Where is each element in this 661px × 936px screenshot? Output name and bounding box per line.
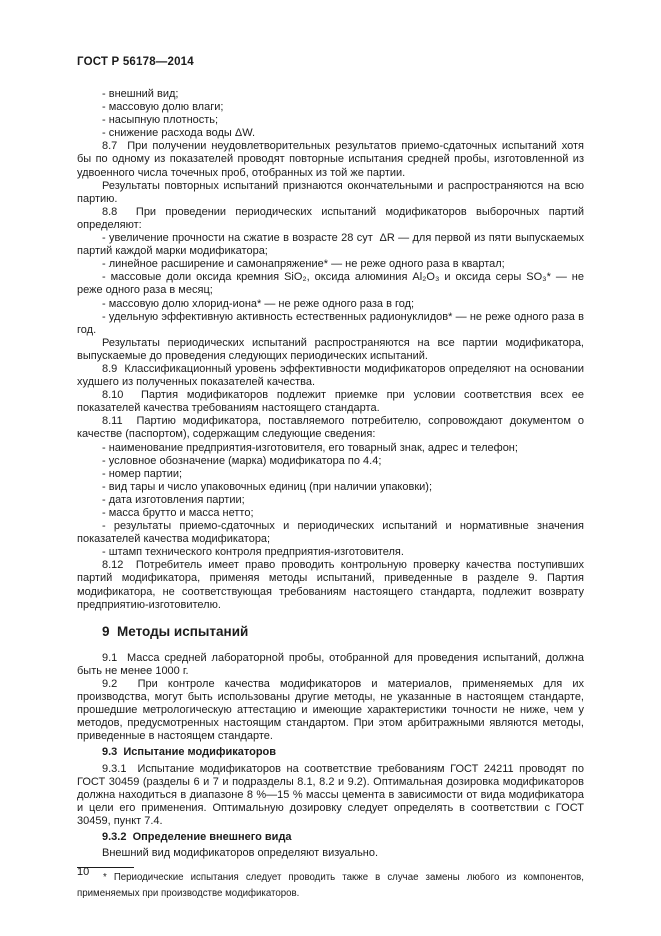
- subsection-heading: 9.3.2 Определение внешнего вида: [102, 830, 292, 843]
- list-item: - масса брутто и масса нетто;: [102, 507, 254, 519]
- list-item: - штамп технического контроля предприятия-изготовителя.: [102, 546, 404, 559]
- list-item: - условное обозначение (марка) модификатора по 4.4;: [102, 454, 382, 467]
- paragraph: Результаты периодических испытаний распространяются на все партии модификатора, выпускаемые до проведения следующих периодических испытаний.: [77, 336, 584, 362]
- footnote-text: * Периодические испытания следует проводить также в случае замены любого из компонентов, применяемых при производстве модификаторов.: [77, 872, 584, 899]
- paragraph: 9.2 При контроле качества модификаторов и материалов, применяемых для их производства, могут быть использованы другие методы, не указанные в настоящем стандарте, прошедшие метрологическую аттестацию и имеющие характеристики точности не ниже, чем у методов, предусмотренных настоящим стандартом. При этом арбитражными являются методы, приведенные в настоящем стандарте.: [77, 677, 584, 743]
- document-header: ГОСТ Р 56178—2014: [77, 56, 194, 68]
- list-item: - массовые доли оксида кремния SiO₂, оксида алюминия Al₂O₃ и оксида серы SO₃* — не реже одного раза в месяц;: [77, 271, 584, 297]
- paragraph: Внешний вид модификаторов определяют визуально.: [102, 847, 379, 860]
- list-item: - насыпную плотность;: [102, 114, 219, 127]
- paragraph: 9.3.1 Испытание модификаторов на соответствие требованиям ГОСТ 24211 проводят по ГОСТ 30459 (разделы 6 и 7 и подразделы 8.1, 8.2 и 9.2). Оптимальная дозировка модификаторов должна находиться в диапазоне 8 %—15 % массы цемента в зависимости от вида модификатора и цели его применения. Оптимальную дозировку следует определять в соответствии с ГОСТ 30459, пункт 7.4.: [77, 762, 584, 827]
- paragraph: 8.7 При получении неудовлетворительных результатов приемо-сдаточных испытаний хотя бы по одному из показателей проводят повторные испытания средней пробы, изготовленной из удвоенного числа точечных проб, отобранных из той же партии.: [77, 140, 584, 179]
- document-body: [77, 88, 584, 860]
- paragraph: Результаты повторных испытаний признаются окончательными и распространяются на всю партию.: [77, 179, 584, 205]
- subsection-heading: 9.3 Испытание модификаторов: [102, 746, 277, 759]
- list-item: - внешний вид;: [102, 88, 179, 100]
- list-item: - увеличение прочности на сжатие в возрасте 28 сут ΔR — для первой из пяти выпускаемых партий каждой марки модификатора;: [77, 232, 584, 258]
- list-item: - линейное расширение и самонапряжение* — не реже одного раза в квартал;: [102, 258, 505, 271]
- list-item: - дата изготовления партии;: [102, 493, 245, 506]
- paragraph: 9.1 Масса средней лабораторной пробы, отобранной для проведения испытаний, должна быть не менее 1000 г.: [77, 651, 584, 677]
- list-item: - удельную эффективную активность естественных радионуклидов* — не реже одного раза в год.: [77, 310, 584, 336]
- list-item: - номер партии;: [102, 467, 183, 480]
- list-item: - наименование предприятия-изготовителя, его товарный знак, адрес и телефон;: [102, 441, 518, 454]
- paragraph: 8.9 Классификационный уровень эффективности модификаторов определяют на основании худшего из полученных показателей качества.: [77, 362, 584, 389]
- list-item: - снижение расхода воды ΔW.: [102, 127, 256, 140]
- list-item: - результаты приемо-сдаточных и периодических испытаний и нормативные значения показателей качества модификатора;: [77, 520, 584, 546]
- paragraph: 8.11 Партию модификатора, поставляемого потребителю, сопровождают документом о качестве (паспортом), содержащим следующие сведения:: [77, 415, 584, 441]
- paragraph: 8.8 При проведении периодических испытаний модификаторов выборочных партий определяют:: [77, 205, 584, 231]
- list-item: - массовую долю хлорид-иона* — не реже одного раза в год;: [102, 297, 415, 310]
- section-heading: 9 Методы испытаний: [102, 623, 249, 639]
- list-item: - вид тары и число упаковочных единиц (при наличии упаковки);: [102, 480, 433, 493]
- list-item: - массовую долю влаги;: [102, 101, 224, 114]
- paragraph: 8.12 Потребитель имеет право проводить контрольную проверку качества поступивших партий модификатора, применяя методы испытаний, приведенные в разделе 9. Партия модификатора, не соответствующая требованиям настоящего стандарта, подлежит возврату предприятию-изготовителю.: [77, 559, 584, 611]
- page-number: 10: [77, 866, 90, 878]
- paragraph: 8.10 Партия модификаторов подлежит приемке при условии соответствия всех ее показателей качества требованиям настоящего стандарта.: [77, 389, 584, 415]
